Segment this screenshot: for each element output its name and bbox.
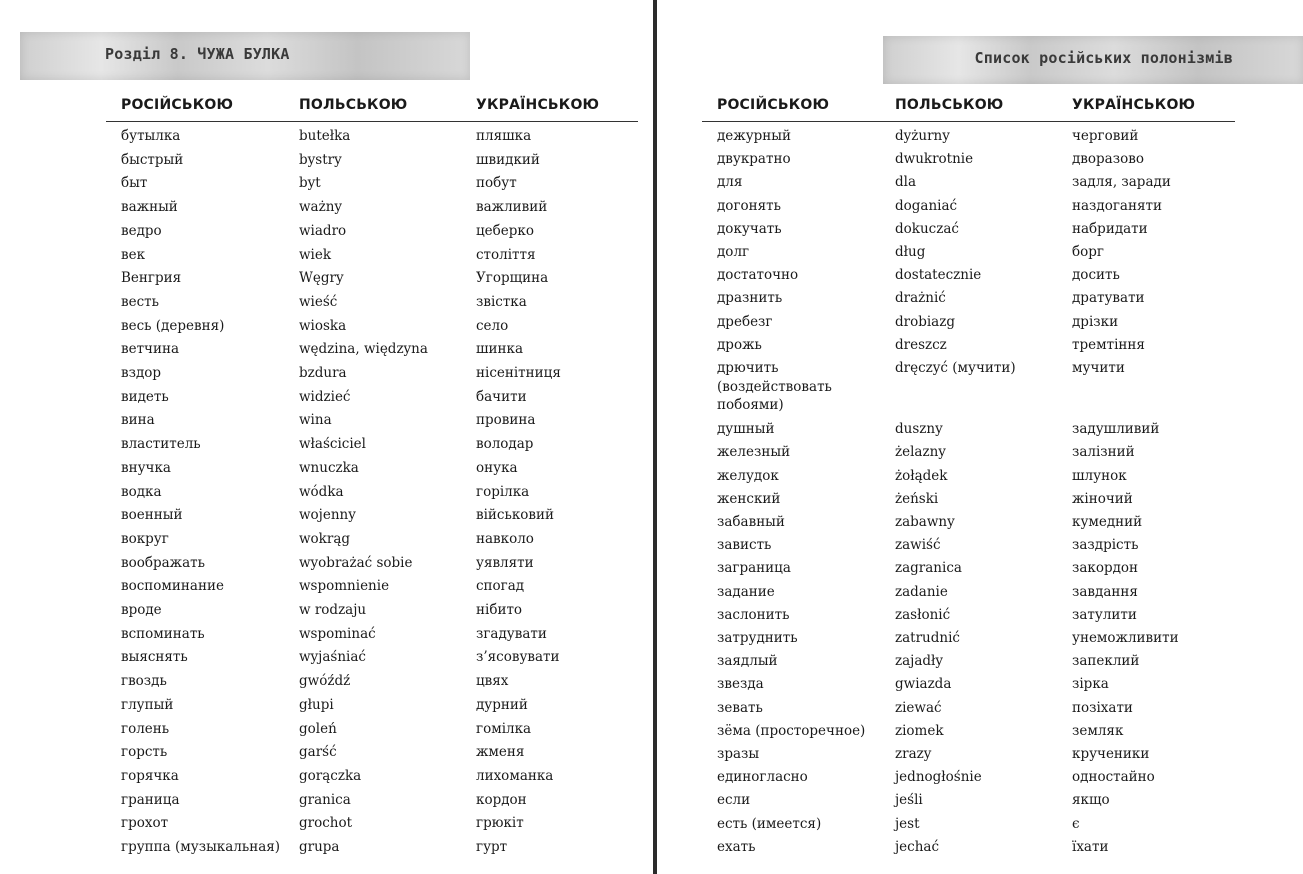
polish-cell: zajadły [895,653,944,670]
ukrainian-cell: зірка [1072,676,1109,693]
ukrainian-cell: набридати [1072,220,1148,237]
ukrainian-cell: одностайно [1072,769,1155,786]
chapter-banner [20,32,470,80]
ukrainian-cell: залізний [1072,444,1135,461]
polish-cell: zawiść [895,537,941,554]
russian-cell: железный [717,444,791,461]
polish-cell: jednogłośnie [895,769,982,786]
polish-cell: zadanie [895,583,948,600]
polish-cell: wspomnienie [299,578,390,595]
polish-cell: doganiać [895,197,958,214]
russian-cell: видеть [121,388,169,405]
russian-cell: забавный [717,514,785,530]
ukrainian-cell: закордон [1072,560,1139,577]
polish-cell: dla [895,174,917,191]
russian-cell: заграница [717,560,791,577]
russian-cell: быт [121,175,148,192]
ukrainian-cell: пляшка [476,128,532,144]
header-divider [702,121,1235,122]
polish-cell: głupi [299,696,334,713]
polish-cell: wokrąg [299,530,351,547]
russian-cell: весть [121,293,159,310]
ukrainian-cell: досить [1072,267,1120,284]
russian-cell: водка [121,483,162,500]
section-title: Список російських полонізмів [974,49,1233,67]
russian-cell: Венгрия [121,270,182,287]
polish-cell: bystry [299,151,342,168]
ukrainian-cell: горілка [476,483,530,500]
russian-cell: воображать [121,554,205,571]
ukrainian-cell: село [476,317,509,334]
chapter-title: Розділ 8. ЧУЖА БУЛКА [105,45,290,63]
polish-cell: zrazy [895,746,932,762]
russian-cell: внучка [121,459,171,476]
russian-cell: единогласно [717,769,808,786]
ukrainian-cell: військовий [476,507,554,524]
russian-cell: грохот [121,815,169,832]
russian-cell: бутылка [121,128,181,144]
ukrainian-cell: їхати [1072,838,1109,855]
ukrainian-cell: століття [476,246,536,263]
polish-cell: dręczyć (мучити) [895,360,1016,376]
section-banner [883,36,1303,84]
ukrainian-cell: шинка [476,341,524,358]
russian-cell: вздор [121,365,162,381]
ukrainian-cell: тремтіння [1072,336,1145,353]
column-header-ukrainian: УКРАЇНСЬКОЮ [1072,97,1196,113]
russian-cell: зразы [717,746,760,762]
ukrainian-cell: є [1072,815,1080,832]
ukrainian-cell: уявляти [476,554,534,571]
ukrainian-cell: наздоганяти [1072,197,1162,214]
ukrainian-cell: швидкий [476,151,540,168]
russian-cell: дрючить (воздействовать побоями) [717,360,832,413]
column-header-polish: ПОЛЬСЬКОЮ [299,97,408,113]
polish-cell: dostatecznie [895,267,982,284]
ukrainian-cell: мучити [1072,360,1125,376]
polish-cell: wieść [299,293,338,310]
ukrainian-cell: жменя [476,744,525,761]
russian-cell: голень [121,720,170,737]
russian-cell: граница [121,791,180,808]
polish-cell: właściciel [299,436,366,453]
polish-cell: wyjaśniać [299,649,366,666]
russian-cell: задание [717,583,775,600]
polish-cell: drażnić [895,290,946,307]
polish-cell: ziomek [895,722,944,739]
ukrainian-cell: кордон [476,791,527,808]
polish-cell: żołądek [895,467,948,484]
polish-cell: butełka [299,128,351,144]
russian-cell: достаточно [717,267,799,284]
ukrainian-cell: провина [476,412,536,429]
russian-cell: военный [121,507,183,524]
column-header-polish: ПОЛЬСЬКОЮ [895,97,1004,113]
polish-cell: żelazny [895,444,946,461]
russian-cell: быстрый [121,151,184,168]
russian-cell: ехать [717,838,756,855]
polish-cell: drobiazg [895,313,955,330]
russian-cell: выяснять [121,649,188,666]
ukrainian-cell: завдання [1072,583,1138,600]
ukrainian-cell: двоpазово [1072,151,1144,168]
polish-cell: dług [895,244,926,260]
ukrainian-cell: шлунок [1072,467,1127,484]
ukrainian-cell: заздрість [1072,537,1139,554]
polish-cell: jest [895,815,920,832]
ukrainian-cell: затулити [1072,606,1137,623]
ukrainian-cell: цвях [476,673,509,690]
russian-cell: важный [121,199,178,216]
ukrainian-cell: кумедний [1072,514,1143,530]
ukrainian-cell: черговий [1072,128,1139,144]
ukrainian-cell: важливий [476,199,548,216]
polish-cell: bzdura [299,365,347,381]
polish-cell: gwóźdź [299,673,351,690]
ukrainian-cell: лихоманка [476,767,554,784]
russian-cell: зависть [717,537,772,554]
polish-cell: wiadro [299,222,347,239]
polish-cell: dyżurny [895,128,950,144]
polish-cell: dwukrotnie [895,151,974,168]
polish-cell: wiek [299,246,332,263]
column-header-ukrainian: УКРАЇНСЬКОЮ [476,97,600,113]
russian-cell: век [121,246,146,263]
russian-cell: дразнить [717,290,783,307]
ukrainian-cell: гомілка [476,720,532,737]
russian-cell: докучать [717,220,782,237]
russian-cell: вина [121,412,155,429]
ukrainian-cell: земляк [1072,722,1124,739]
polish-cell: grupa [299,839,340,855]
russian-cell: горсть [121,744,168,761]
ukrainian-cell: задля, заради [1072,174,1171,191]
russian-cell: вспоминать [121,625,205,642]
russian-cell: дребезг [717,313,773,330]
ukrainian-cell: нісенітниця [476,365,561,381]
column-header-russian: РОСІЙСЬКОЮ [121,97,234,113]
ukrainian-cell: цеберко [476,222,534,239]
russian-cell: догонять [717,197,781,214]
russian-cell: долг [717,244,750,260]
russian-cell: звезда [717,676,764,693]
polish-cell: gorączka [299,767,362,784]
russian-cell: двукратно [717,151,791,168]
polish-cell: grochot [299,815,353,832]
polish-cell: garść [299,744,337,761]
polish-cell: Węgry [299,270,344,287]
russian-cell: есть (имеется) [717,815,822,832]
polish-cell: byt [299,175,321,192]
russian-cell: воспоминание [121,578,224,595]
ukrainian-cell: нібито [476,602,523,618]
ukrainian-cell: запеклий [1072,653,1140,670]
ukrainian-cell: жіночий [1072,490,1133,507]
book-spine [653,0,657,874]
ukrainian-cell: володар [476,436,534,453]
ukrainian-cell: онука [476,459,518,476]
ukrainian-cell: згадувати [476,625,547,642]
polish-cell: wspominać [299,625,376,642]
ukrainian-cell: дурний [476,696,528,713]
russian-cell: затруднить [717,630,798,646]
polish-cell: goleń [299,720,337,737]
polish-cell: wioska [299,317,347,334]
right-page [658,0,1303,874]
russian-cell: желудок [717,467,779,484]
russian-cell: властитель [121,436,201,453]
ukrainian-cell: унеможливити [1072,630,1179,646]
polish-cell: zasłonić [895,606,951,623]
ukrainian-cell: якщо [1072,792,1110,809]
column-header-russian: РОСІЙСЬКОЮ [717,97,830,113]
polish-cell: wódka [299,483,344,500]
ukrainian-cell: Угорщина [476,270,549,287]
russian-cell: заядлый [717,653,778,670]
russian-cell: дежурный [717,128,792,144]
ukrainian-cell: спогад [476,578,525,595]
polish-cell: granica [299,791,351,808]
ukrainian-cell: крученики [1072,746,1150,762]
russian-cell: душный [717,421,775,438]
russian-cell: заслонить [717,606,790,623]
polish-cell: jeśli [895,792,923,809]
russian-cell: вокруг [121,530,169,547]
ukrainian-cell: гурт [476,839,508,855]
ukrainian-cell: бачити [476,388,527,405]
polish-cell: żeński [895,490,939,507]
polish-cell: dokuczać [895,220,959,237]
ukrainian-cell: побут [476,175,517,192]
polish-cell: wina [299,412,332,429]
russian-cell: ведро [121,222,162,239]
ukrainian-cell: дрізки [1072,313,1119,330]
russian-cell: горячка [121,767,179,784]
ukrainian-cell: з’ясовувати [476,649,560,666]
ukrainian-cell: навколо [476,530,534,547]
polish-cell: wojenny [299,507,356,524]
russian-cell: глупый [121,696,174,713]
polish-cell: gwiazda [895,676,952,693]
polish-cell: widzieć [299,388,351,405]
russian-cell: зевать [717,699,763,716]
polish-cell: w rodzaju [299,602,367,618]
russian-cell: женский [717,490,781,507]
ukrainian-cell: борг [1072,244,1104,260]
russian-cell: вроде [121,602,162,618]
polish-cell: wędzina, więdzyna [299,341,428,358]
polish-cell: wyobrażać sobie [299,554,413,571]
polish-cell: wnuczka [299,459,359,476]
polish-cell: zabawny [895,514,955,530]
ukrainian-cell: задушливий [1072,421,1160,438]
polish-cell: ziewać [895,699,942,716]
russian-cell: для [717,174,743,191]
polish-cell: jechać [895,838,940,855]
russian-cell: группа (музыкальная) [121,839,281,855]
russian-cell: гвоздь [121,673,167,690]
polish-cell: dreszcz [895,336,947,353]
polish-cell: ważny [299,199,343,216]
polish-cell: duszny [895,421,943,438]
russian-cell: весь (деревня) [121,317,225,334]
russian-cell: ветчина [121,341,180,358]
ukrainian-cell: позіхати [1072,699,1133,716]
ukrainian-cell: звістка [476,293,527,310]
russian-cell: дрожь [717,336,762,353]
polish-cell: zagranica [895,560,962,577]
ukrainian-cell: грюкіт [476,815,524,832]
russian-cell: зёма (просторечное) [717,722,866,739]
ukrainian-cell: дратувати [1072,290,1145,307]
polish-cell: zatrudnić [895,630,960,646]
header-divider [106,121,638,122]
russian-cell: если [717,792,751,809]
